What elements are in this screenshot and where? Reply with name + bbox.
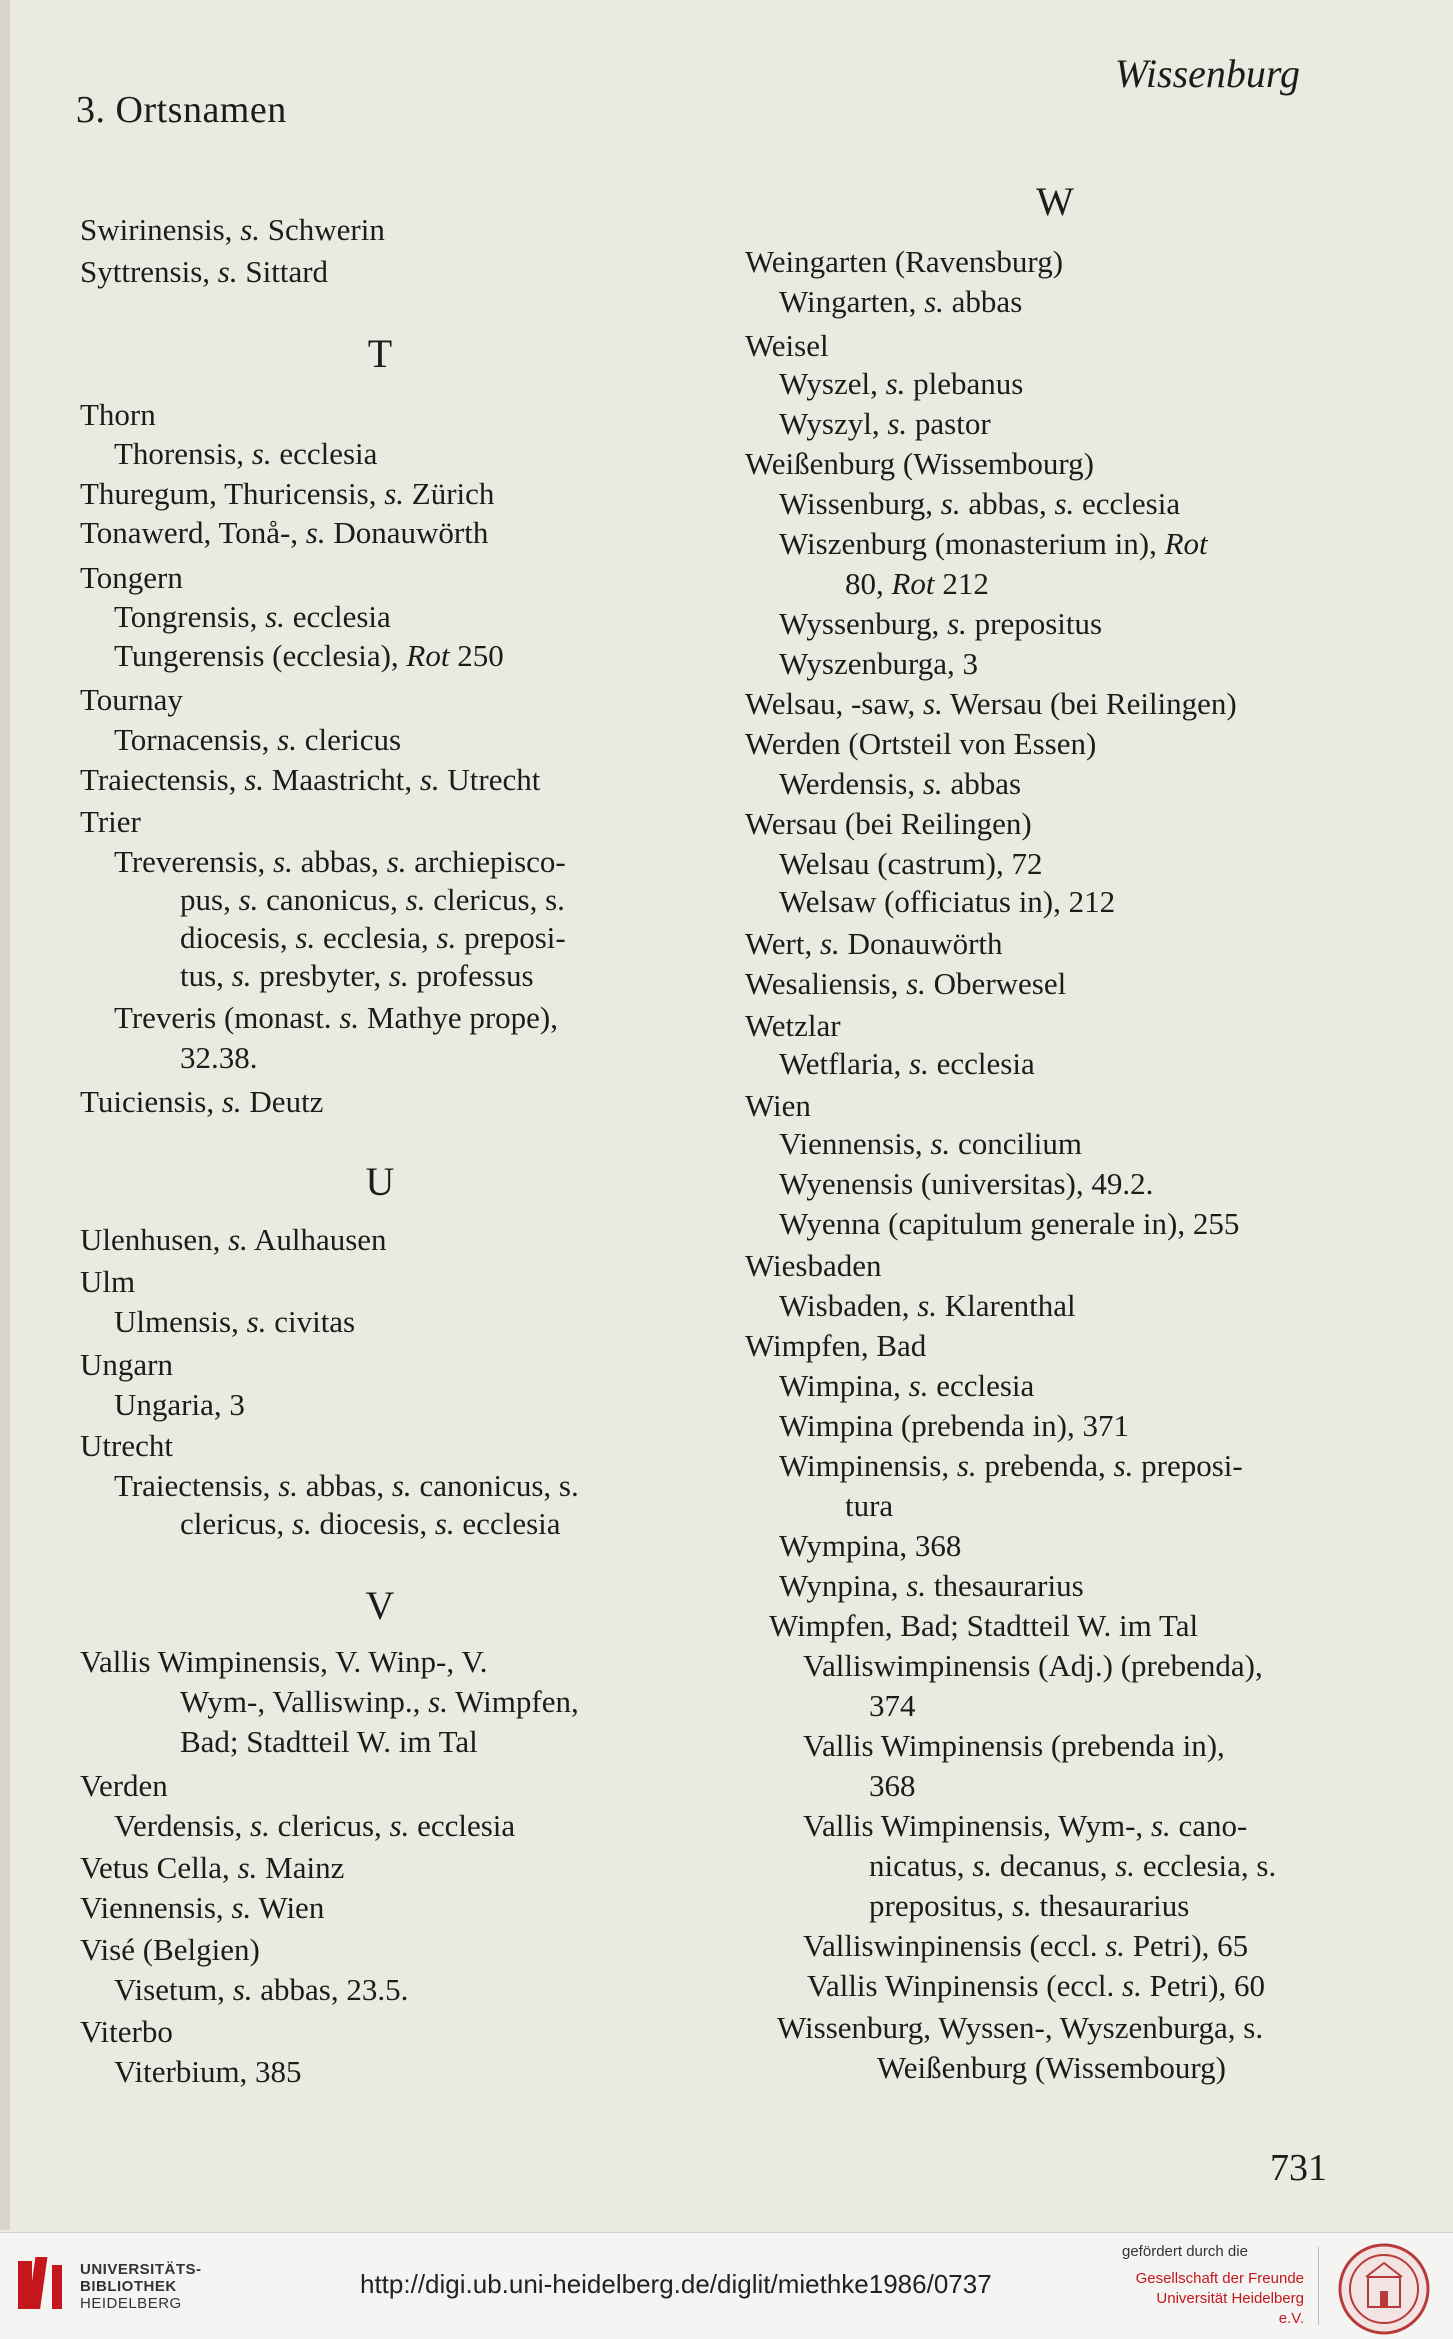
index-entry: Utrecht bbox=[80, 1428, 173, 1463]
index-continuation: 32.38. bbox=[180, 1040, 258, 1075]
index-entry: Viennensis, s. Wien bbox=[80, 1890, 325, 1925]
index-subentry: Treverensis, s. abbas, s. archiepisco- bbox=[114, 844, 566, 879]
index-subentry: Wyenensis (universitas), 49.2. bbox=[779, 1166, 1154, 1201]
viewer-footer bbox=[0, 2232, 1453, 2339]
index-entry: Syttrensis, s. Sittard bbox=[80, 254, 329, 289]
index-continuation: prepositus, s. thesaurarius bbox=[869, 1888, 1190, 1923]
index-entry: Wetzlar bbox=[745, 1008, 841, 1043]
section-letter: W bbox=[1036, 179, 1074, 224]
section-letter: V bbox=[365, 1583, 395, 1628]
page-edge-shadow bbox=[0, 0, 10, 2230]
index-entry: Viterbo bbox=[80, 2014, 173, 2049]
index-subentry: Wympina, 368 bbox=[779, 1528, 962, 1563]
index-entry: Swirinensis, s. Schwerin bbox=[80, 212, 385, 247]
index-entry: Welsau, -saw, s. Wersau (bei Reilingen) bbox=[745, 686, 1237, 721]
index-subentry: Welsaw (officiatus in), 212 bbox=[779, 884, 1116, 919]
index-entry: Vallis Wimpinensis, V. Winp-, V. bbox=[80, 1644, 488, 1679]
page-number: 731 bbox=[1270, 2147, 1327, 2189]
index-continuation: Wym-, Valliswinp., s. Wimpfen, bbox=[180, 1684, 579, 1719]
index-subentry: Thorensis, s. ecclesia bbox=[114, 436, 378, 471]
index-entry: Wiesbaden bbox=[745, 1248, 882, 1283]
index-entry: Wimpfen, Bad bbox=[745, 1328, 927, 1363]
index-subentry: Visetum, s. abbas, 23.5. bbox=[114, 1972, 409, 2007]
index-entry: Trier bbox=[80, 804, 141, 839]
index-entry: Werden (Ortsteil von Essen) bbox=[745, 726, 1097, 761]
index-subentry: Tongrensis, s. ecclesia bbox=[114, 599, 391, 634]
index-entry: Thuregum, Thuricensis, s. Zürich bbox=[80, 476, 495, 511]
index-entry: Tuiciensis, s. Deutz bbox=[80, 1084, 324, 1119]
index-continuation: pus, s. canonicus, s. clericus, s. bbox=[180, 882, 565, 917]
index-subentry: Ulmensis, s. civitas bbox=[114, 1304, 356, 1339]
index-entry: Ulenhusen, s. Aulhausen bbox=[80, 1222, 387, 1257]
index-entry: Vetus Cella, s. Mainz bbox=[80, 1850, 345, 1885]
running-head-keyword: Wissenburg bbox=[1114, 51, 1300, 96]
index-subentry: Valliswinpinensis (eccl. s. Petri), 65 bbox=[803, 1928, 1249, 1963]
index-continuation: nicatus, s. decanus, s. ecclesia, s. bbox=[869, 1848, 1277, 1883]
sponsor-label: gefördert durch die bbox=[1122, 2243, 1248, 2260]
index-subentry: Welsau (castrum), 72 bbox=[779, 846, 1043, 881]
index-continuation: tura bbox=[845, 1488, 894, 1523]
index-subentry: Wissenburg, s. abbas, s. ecclesia bbox=[779, 486, 1181, 521]
sponsor-name bbox=[1128, 2269, 1304, 2329]
index-entry: Wien bbox=[745, 1088, 811, 1123]
index-subentry: Wetflaria, s. ecclesia bbox=[779, 1046, 1035, 1081]
index-subentry: Wyszenburga, 3 bbox=[779, 646, 979, 681]
index-subentry: Ungaria, 3 bbox=[114, 1387, 245, 1422]
index-entry: Wesaliensis, s. Oberwesel bbox=[745, 966, 1067, 1001]
index-subentry: Wimpina (prebenda in), 371 bbox=[779, 1408, 1129, 1443]
index-entry: Weisel bbox=[745, 328, 829, 363]
index-subentry: Wisbaden, s. Klarenthal bbox=[779, 1288, 1076, 1323]
index-entry: Ulm bbox=[80, 1264, 136, 1299]
running-head-section: 3. Ortsnamen bbox=[76, 89, 287, 131]
index-entry: Tongern bbox=[80, 560, 183, 595]
library-name-line: BIBLIOTHEK bbox=[80, 2278, 177, 2295]
index-subentry: Wyszyl, s. pastor bbox=[779, 406, 991, 441]
permalink-url[interactable]: http://digi.ub.uni-heidelberg.de/diglit/miethke1986/0737 bbox=[360, 2269, 992, 2299]
index-entry: Thorn bbox=[80, 397, 156, 432]
index-entry: Ungarn bbox=[80, 1347, 173, 1382]
index-subentry: Wynpina, s. thesaurarius bbox=[779, 1568, 1084, 1603]
sponsor-name-line: Gesellschaft der Freunde bbox=[1135, 2270, 1304, 2287]
index-subentry: Wyenna (capitulum generale in), 255 bbox=[779, 1206, 1240, 1241]
index-continuation: 368 bbox=[869, 1768, 916, 1803]
index-subentry: Wissenburg, Wyssen-, Wyszenburga, s. bbox=[777, 2010, 1264, 2045]
index-entry: Traiectensis, s. Maastricht, s. Utrecht bbox=[80, 762, 541, 797]
index-subentry: Tungerensis (ecclesia), Rot 250 bbox=[114, 638, 504, 673]
library-logo-icon bbox=[14, 2253, 68, 2317]
index-continuation: tus, s. presbyter, s. professus bbox=[180, 958, 534, 993]
index-subentry: Wyszel, s. plebanus bbox=[779, 366, 1024, 401]
index-continuation: 374 bbox=[869, 1688, 916, 1723]
index-entry: Tournay bbox=[80, 682, 183, 717]
index-subentry: Verdensis, s. clericus, s. ecclesia bbox=[114, 1808, 516, 1843]
university-seal-icon bbox=[1338, 2243, 1430, 2335]
index-continuation: 80, Rot 212 bbox=[845, 566, 989, 601]
index-subentry: Wiszenburg (monasterium in), Rot bbox=[779, 526, 1208, 561]
index-entry: Wimpfen, Bad; Stadtteil W. im Tal bbox=[769, 1608, 1199, 1643]
index-subentry: Viterbium, 385 bbox=[114, 2054, 302, 2089]
index-subentry: Wingarten, s. abbas bbox=[779, 284, 1023, 319]
index-entry: Weingarten (Ravensburg) bbox=[745, 244, 1064, 279]
index-subentry: Werdensis, s. abbas bbox=[779, 766, 1022, 801]
index-subentry: Traiectensis, s. abbas, s. canonicus, s. bbox=[114, 1468, 579, 1503]
footer-divider bbox=[1318, 2247, 1319, 2325]
index-entry: Weißenburg (Wissembourg) bbox=[745, 446, 1094, 481]
index-subentry: Tornacensis, s. clericus bbox=[114, 722, 402, 757]
index-continuation: diocesis, s. ecclesia, s. preposi- bbox=[180, 920, 566, 955]
index-subentry: Wimpina, s. ecclesia bbox=[779, 1368, 1035, 1403]
index-entry: Verden bbox=[80, 1768, 168, 1803]
library-name-line: UNIVERSITÄTS- bbox=[80, 2261, 202, 2278]
index-subentry: Vallis Winpinensis (eccl. s. Petri), 60 bbox=[807, 1968, 1265, 2003]
sponsor-name-line: Universität Heidelberg e.V. bbox=[1156, 2290, 1304, 2327]
index-entry: Wersau (bei Reilingen) bbox=[745, 806, 1032, 841]
section-letter: U bbox=[365, 1159, 395, 1204]
index-subentry: Vallis Wimpinensis (prebenda in), bbox=[803, 1728, 1225, 1763]
section-letter: T bbox=[367, 331, 393, 376]
index-continuation: Weißenburg (Wissembourg) bbox=[877, 2050, 1226, 2085]
index-entry: Wert, s. Donauwörth bbox=[745, 926, 1003, 961]
index-continuation: Bad; Stadtteil W. im Tal bbox=[180, 1724, 478, 1759]
index-continuation: clericus, s. diocesis, s. ecclesia bbox=[180, 1506, 561, 1541]
library-name bbox=[80, 2261, 202, 2312]
index-subentry: Valliswimpinensis (Adj.) (prebenda), bbox=[803, 1648, 1263, 1683]
index-subentry: Treveris (monast. s. Mathye prope), bbox=[114, 1000, 558, 1035]
library-name-line: HEIDELBERG bbox=[80, 2295, 182, 2312]
index-subentry: Viennensis, s. concilium bbox=[779, 1126, 1082, 1161]
index-subentry: Wimpinensis, s. prebenda, s. preposi- bbox=[779, 1448, 1243, 1483]
index-entry: Visé (Belgien) bbox=[80, 1932, 260, 1967]
index-subentry: Wyssenburg, s. prepositus bbox=[779, 606, 1103, 641]
index-subentry: Vallis Wimpinensis, Wym-, s. cano- bbox=[803, 1808, 1248, 1843]
index-entry: Tonawerd, Tonå-, s. Donauwörth bbox=[80, 515, 489, 550]
